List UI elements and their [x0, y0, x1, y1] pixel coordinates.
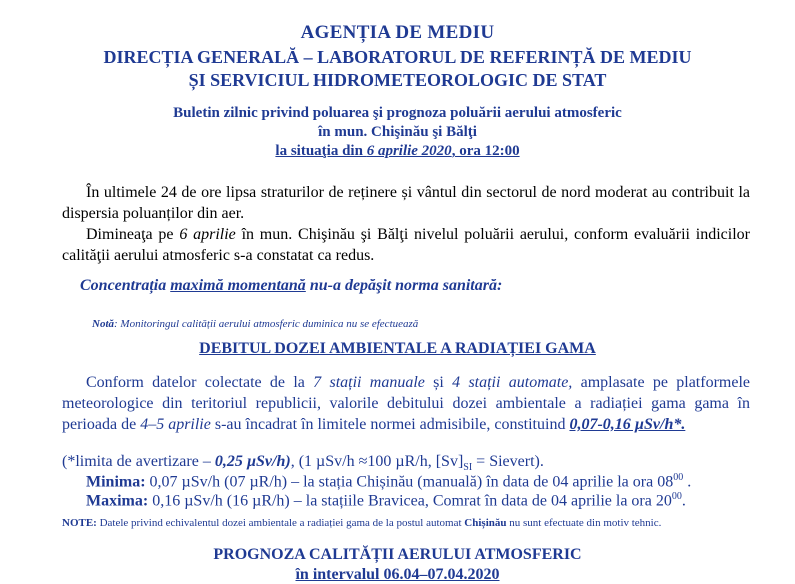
directorate-title: DIRECȚIA GENERALĂ – LABORATORUL DE REFERINȚĂ DE MEDIU — [103, 47, 692, 67]
forecast-interval: în intervalul 06.04–07.04.2020 — [295, 566, 500, 583]
gamma-minimum-line — [86, 472, 691, 491]
gamma-range: 0,07-0,16 µSv/h*. — [569, 416, 686, 433]
gamma-maximum-line — [86, 491, 686, 510]
situation-suffix: , ora 12:00 — [451, 143, 520, 159]
warn-a: (*limita de avertizare – — [62, 453, 215, 470]
bulletin-line2: în mun. Chişinău şi Bălţi — [318, 124, 477, 140]
gamma-text-d: s-au încadrat în limitele normei admisibile, constituind — [210, 416, 570, 433]
min-sup: 00 — [673, 472, 684, 483]
note-a: Datele privind echivalentul dozei ambientale a radiației gama de la postul automat — [96, 517, 465, 529]
nota-text: : Monitoringul calității aerului atmosferic duminica nu se efectuează — [114, 318, 419, 330]
service-title: ȘI SERVICIUL HIDROMETEOROLOGIC DE STAT — [188, 70, 607, 90]
agency-title: AGENȚIA DE MEDIU — [300, 22, 495, 43]
nota-label: Notă — [92, 318, 114, 330]
warn-b: , (1 µSv/h ≈100 µR/h, [Sv] — [290, 453, 464, 470]
gamma-paragraph — [62, 372, 750, 435]
min-label: Minima: — [86, 473, 146, 491]
conc-c: nu-a depăşit norma sanitară: — [305, 277, 503, 294]
concentration-statement — [80, 277, 502, 295]
warn-sub: SI — [463, 462, 473, 474]
intro-paragraph-2 — [62, 224, 750, 266]
gamma-manual-stations: 7 stații manuale — [313, 374, 425, 391]
max-label: Maxima: — [86, 492, 149, 510]
intro-paragraph-1: În ultimele 24 de ore lipsa straturilor de reținere și vântul din sectorul de nord moderat au contribuit la dispersia poluanților din aer. — [62, 184, 750, 222]
bulletin-situation — [0, 143, 795, 160]
note-station: Chișinău — [464, 517, 507, 529]
gamma-section-title: DEBITUL DOZEI AMBIENTALE A RADIAȚIEI GAMA — [199, 340, 596, 357]
warn-value: 0,25 µSv/h) — [214, 453, 291, 470]
gamma-warning-line — [62, 453, 544, 473]
max-text: 0,16 µSv/h (16 µR/h) – la stațiile Bravicea, Comrat în data de 04 aprilie la ora 20 — [148, 492, 672, 510]
conc-a: Concentrația — [80, 277, 171, 294]
min-end: . — [683, 473, 692, 491]
gamma-text-c: amplasate pe platformele meteorologice din teritoriul republicii, valorile debitului dozei ambientale a radiației gama gama în perioada de — [62, 374, 750, 433]
bulletin-line1: Buletin zilnic privind poluarea şi prognoza poluării aerului atmosferic — [173, 105, 622, 121]
max-sup: 00 — [671, 491, 682, 502]
gamma-text-a: Conform datelor colectate de la — [86, 374, 314, 391]
p2-text-a: Dimineaţa pe — [86, 226, 180, 243]
gamma-period: 4–5 aprilie — [140, 416, 211, 433]
situation-prefix: la situaţia din — [275, 143, 367, 159]
note-label: NOTE: — [62, 517, 97, 529]
warn-c: = Sievert). — [472, 453, 544, 470]
forecast-title: PROGNOZA CALITĂȚII AERULUI ATMOSFERIC — [213, 546, 582, 563]
p2-date: 6 aprilie — [179, 226, 236, 243]
max-end: . — [681, 492, 686, 510]
gamma-text-b: și — [424, 374, 453, 391]
nota-monitoring — [92, 318, 418, 330]
gamma-technical-note — [62, 517, 661, 529]
conc-max-momentary: maximă momentană — [170, 277, 306, 294]
p2-text-b: în mun. Chişinău şi Bălţi nivelul poluării aerului, conform evaluării indicilor calităţii aerului atmosferic s-a constatat ca redus. — [62, 226, 750, 264]
min-text: 0,07 µSv/h (07 µR/h) – la stația Chișinău (manuală) în data de 04 aprilie la ora 08 — [145, 473, 674, 491]
situation-date: 6 aprilie 2020 — [366, 143, 452, 159]
gamma-auto-stations: 4 stații automate, — [452, 374, 573, 391]
note-b: nu sunt efectuate din motiv tehnic. — [506, 517, 662, 529]
